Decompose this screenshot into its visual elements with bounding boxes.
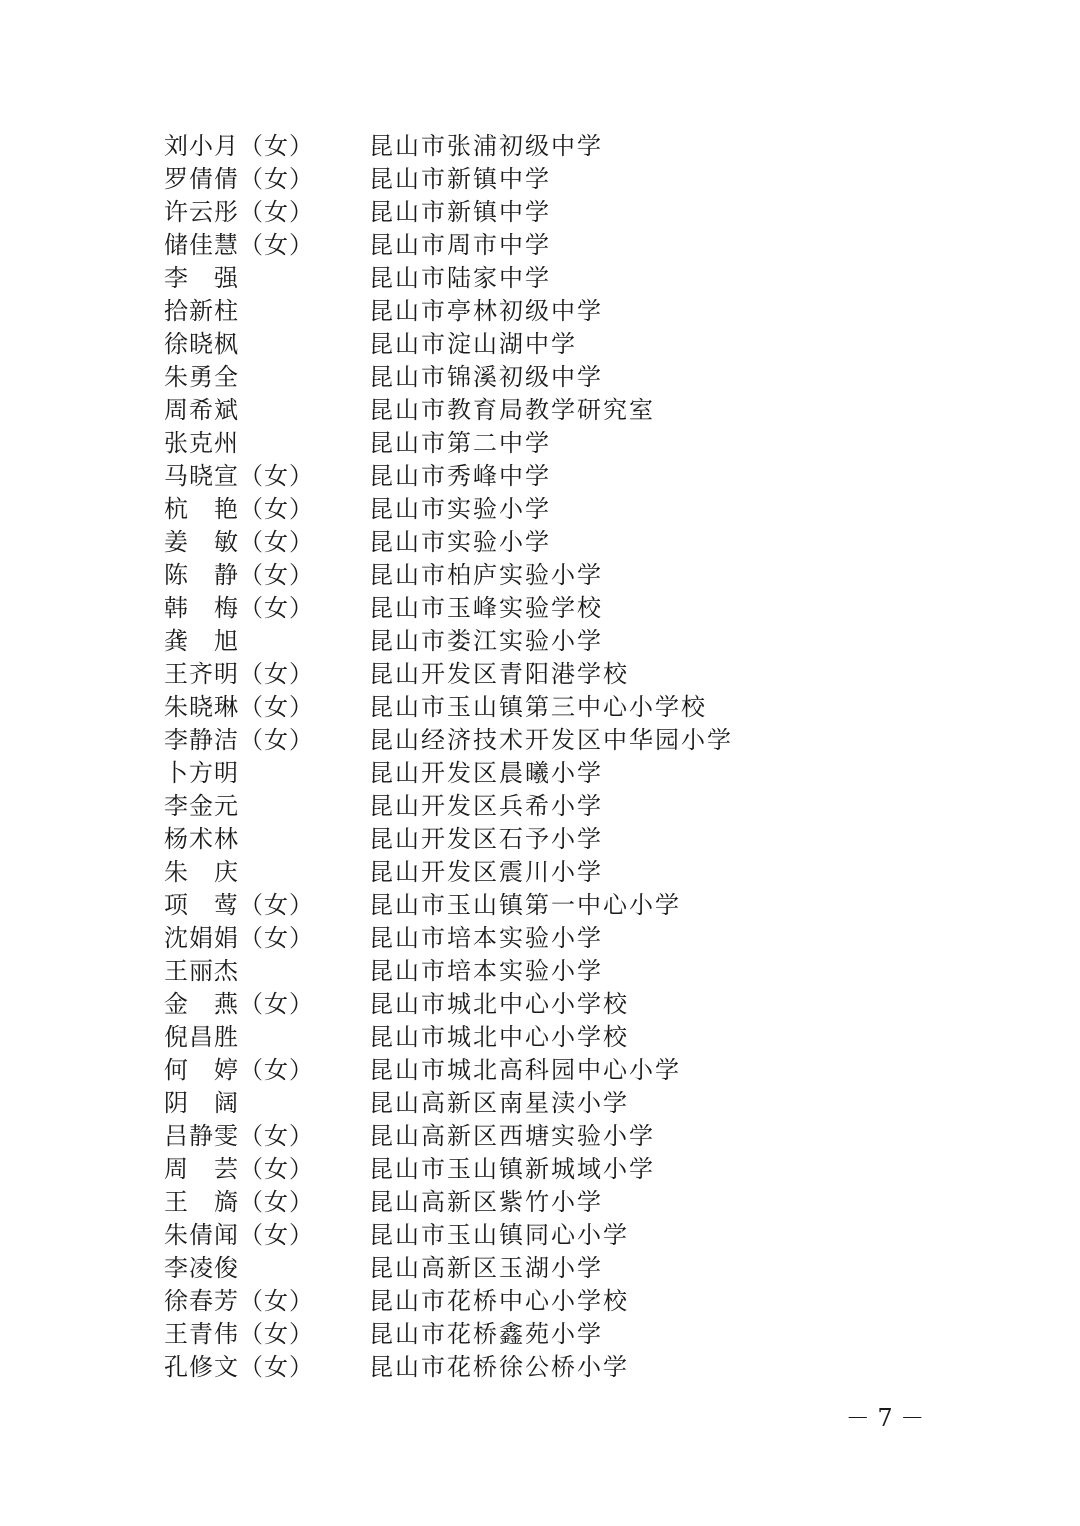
- list-item: [164, 1087, 924, 1120]
- organization-name: 昆山市城北高科园中心小学: [369, 1056, 681, 1084]
- list-item: [164, 757, 924, 790]
- person-name: 阴 阔: [164, 1089, 239, 1117]
- list-item: [164, 493, 924, 526]
- person-name: 李 强: [164, 264, 239, 292]
- list-item: [164, 922, 924, 955]
- person-name: 姜 敏（女）: [164, 528, 314, 556]
- organization-name: 昆山开发区震川小学: [369, 858, 603, 886]
- list-item: [164, 790, 924, 823]
- organization-name: 昆山市周市中学: [369, 231, 551, 259]
- organization-name: 昆山开发区石予小学: [369, 825, 603, 853]
- list-item: [164, 295, 924, 328]
- organization-name: 昆山市柏庐实验小学: [369, 561, 603, 589]
- list-item: [164, 361, 924, 394]
- organization-name: 昆山市城北中心小学校: [369, 1023, 629, 1051]
- person-name: 龚 旭: [164, 627, 239, 655]
- person-name: 李凌俊: [164, 1254, 239, 1282]
- person-name: 金 燕（女）: [164, 990, 314, 1018]
- person-name: 沈娟娟（女）: [164, 924, 314, 952]
- person-name: 储佳慧（女）: [164, 231, 314, 259]
- person-name: 孔修文（女）: [164, 1353, 314, 1381]
- person-name: 马晓宣（女）: [164, 462, 314, 490]
- organization-name: 昆山经济技术开发区中华园小学: [369, 726, 733, 754]
- list-item: [164, 955, 924, 988]
- person-name: 陈 静（女）: [164, 561, 314, 589]
- person-name: 吕静雯（女）: [164, 1122, 314, 1150]
- person-name: 朱晓琳（女）: [164, 693, 314, 721]
- person-name: 王青伟（女）: [164, 1320, 314, 1348]
- organization-name: 昆山高新区玉湖小学: [369, 1254, 603, 1282]
- list-item: [164, 1120, 924, 1153]
- organization-name: 昆山市培本实验小学: [369, 957, 603, 985]
- person-name: 杭 艳（女）: [164, 495, 314, 523]
- list-item: [164, 691, 924, 724]
- list-item: [164, 889, 924, 922]
- organization-name: 昆山高新区西塘实验小学: [369, 1122, 655, 1150]
- person-name: 王 旖（女）: [164, 1188, 314, 1216]
- list-item: [164, 328, 924, 361]
- list-item: [164, 1318, 924, 1351]
- organization-name: 昆山市花桥徐公桥小学: [369, 1353, 629, 1381]
- organization-name: 昆山开发区青阳港学校: [369, 660, 629, 688]
- person-name: 张克州: [164, 429, 239, 457]
- person-name: 李金元: [164, 792, 239, 820]
- organization-name: 昆山高新区紫竹小学: [369, 1188, 603, 1216]
- organization-name: 昆山市陆家中学: [369, 264, 551, 292]
- list-item: [164, 196, 924, 229]
- organization-name: 昆山市花桥中心小学校: [369, 1287, 629, 1315]
- list-item: [164, 1285, 924, 1318]
- list-item: [164, 988, 924, 1021]
- list-item: [164, 1153, 924, 1186]
- list-item: [164, 658, 924, 691]
- list-item: [164, 1351, 924, 1384]
- person-name: 徐晓枫: [164, 330, 239, 358]
- list-item: [164, 460, 924, 493]
- organization-name: 昆山市张浦初级中学: [369, 132, 603, 160]
- organization-name: 昆山开发区晨曦小学: [369, 759, 603, 787]
- organization-name: 昆山高新区南星渎小学: [369, 1089, 629, 1117]
- organization-name: 昆山市淀山湖中学: [369, 330, 577, 358]
- list-item: [164, 1186, 924, 1219]
- personnel-list: [164, 130, 924, 1384]
- person-name: 韩 梅（女）: [164, 594, 314, 622]
- person-name: 周 芸（女）: [164, 1155, 314, 1183]
- list-item: [164, 1054, 924, 1087]
- person-name: 倪昌胜: [164, 1023, 239, 1051]
- organization-name: 昆山市城北中心小学校: [369, 990, 629, 1018]
- organization-name: 昆山市玉山镇同心小学: [369, 1221, 629, 1249]
- list-item: [164, 856, 924, 889]
- organization-name: 昆山市实验小学: [369, 495, 551, 523]
- page-number: － 7 －: [845, 1404, 925, 1432]
- list-item: [164, 1252, 924, 1285]
- person-name: 朱倩闻（女）: [164, 1221, 314, 1249]
- organization-name: 昆山市新镇中学: [369, 198, 551, 226]
- list-item: [164, 394, 924, 427]
- organization-name: 昆山市培本实验小学: [369, 924, 603, 952]
- organization-name: 昆山开发区兵希小学: [369, 792, 603, 820]
- person-name: 杨术林: [164, 825, 239, 853]
- person-name: 朱勇全: [164, 363, 239, 391]
- person-name: 周希斌: [164, 396, 239, 424]
- person-name: 项 莺（女）: [164, 891, 314, 919]
- organization-name: 昆山市教育局教学研究室: [369, 396, 655, 424]
- list-item: [164, 526, 924, 559]
- organization-name: 昆山市玉峰实验学校: [369, 594, 603, 622]
- person-name: 罗倩倩（女）: [164, 165, 314, 193]
- person-name: 刘小月（女）: [164, 132, 314, 160]
- organization-name: 昆山市玉山镇新城域小学: [369, 1155, 655, 1183]
- list-item: [164, 724, 924, 757]
- organization-name: 昆山市锦溪初级中学: [369, 363, 603, 391]
- list-item: [164, 592, 924, 625]
- list-item: [164, 229, 924, 262]
- organization-name: 昆山市秀峰中学: [369, 462, 551, 490]
- list-item: [164, 559, 924, 592]
- organization-name: 昆山市娄江实验小学: [369, 627, 603, 655]
- list-item: [164, 823, 924, 856]
- person-name: 李静洁（女）: [164, 726, 314, 754]
- list-item: [164, 130, 924, 163]
- organization-name: 昆山市玉山镇第一中心小学: [369, 891, 681, 919]
- list-item: [164, 1219, 924, 1252]
- person-name: 拾新柱: [164, 297, 239, 325]
- person-name: 朱 庆: [164, 858, 239, 886]
- organization-name: 昆山市第二中学: [369, 429, 551, 457]
- person-name: 卜方明: [164, 759, 239, 787]
- organization-name: 昆山市亭林初级中学: [369, 297, 603, 325]
- person-name: 王齐明（女）: [164, 660, 314, 688]
- list-item: [164, 262, 924, 295]
- organization-name: 昆山市实验小学: [369, 528, 551, 556]
- person-name: 徐春芳（女）: [164, 1287, 314, 1315]
- list-item: [164, 625, 924, 658]
- person-name: 许云彤（女）: [164, 198, 314, 226]
- organization-name: 昆山市新镇中学: [369, 165, 551, 193]
- organization-name: 昆山市玉山镇第三中心小学校: [369, 693, 707, 721]
- list-item: [164, 1021, 924, 1054]
- person-name: 何 婷（女）: [164, 1056, 314, 1084]
- organization-name: 昆山市花桥鑫苑小学: [369, 1320, 603, 1348]
- person-name: 王丽杰: [164, 957, 239, 985]
- list-item: [164, 163, 924, 196]
- list-item: [164, 427, 924, 460]
